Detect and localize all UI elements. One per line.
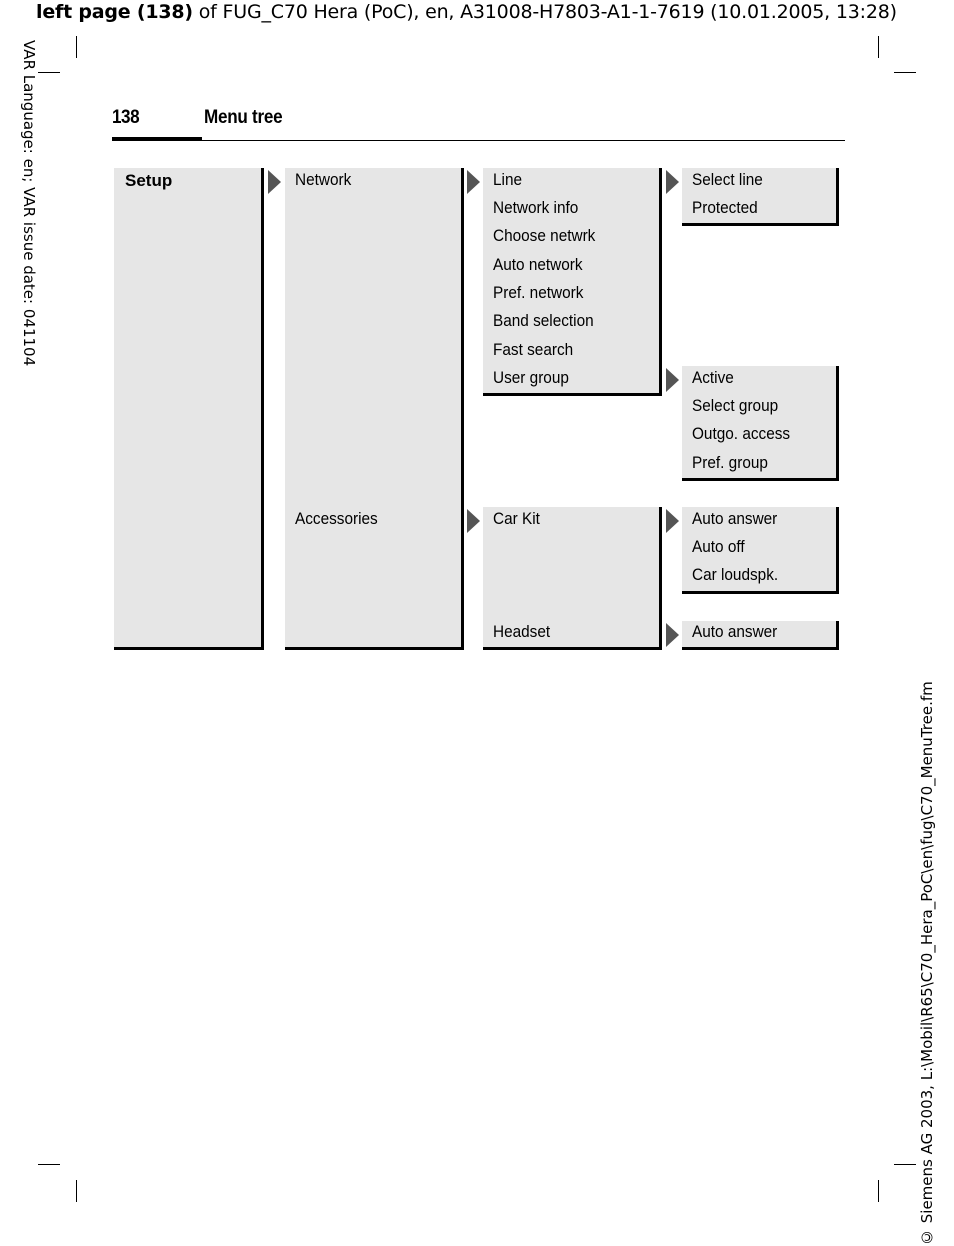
- menu-item-car-kit: Car Kit: [493, 510, 540, 528]
- menu-box-accessories: [483, 507, 662, 650]
- crop-mark: [76, 1180, 77, 1202]
- arrow-right-icon: [666, 170, 679, 194]
- menu-item-accessories: Accessories: [295, 510, 378, 528]
- arrow-right-icon: [666, 623, 679, 647]
- menu-item-pref-network: Pref. network: [493, 284, 584, 302]
- menu-box-setup: [114, 168, 264, 650]
- menu-item-select-group: Select group: [692, 397, 779, 415]
- menu-item-pref-group: Pref. group: [692, 454, 768, 472]
- header-rule: [112, 140, 845, 141]
- menu-item-user-group: User group: [493, 369, 569, 387]
- print-header-rest: of FUG_C70 Hera (PoC), en, A31008-H7803-A1-1-7619 (10.01.2005, 13:28): [192, 1, 897, 23]
- menu-item-select-line: Select line: [692, 171, 763, 189]
- menu-item-auto-answer: Auto answer: [692, 623, 778, 641]
- menu-box-car-kit: [682, 507, 839, 594]
- header-rule-accent: [112, 137, 202, 141]
- side-note-right: © Siemens AG 2003, L:\Mobil\R65\C70_Hera_PoC\en\fug\C70_MenuTree.fm: [918, 681, 936, 1246]
- menu-item-network-info: Network info: [493, 199, 579, 217]
- menu-box-setup-children: [285, 168, 464, 650]
- crop-mark: [878, 36, 879, 58]
- menu-item-auto-network: Auto network: [493, 256, 583, 274]
- crop-mark: [38, 1164, 60, 1165]
- arrow-right-icon: [268, 170, 281, 194]
- arrow-right-icon: [666, 509, 679, 533]
- crop-mark: [76, 36, 77, 58]
- crop-mark: [894, 1164, 916, 1165]
- crop-mark: [894, 72, 916, 73]
- crop-mark: [38, 72, 60, 73]
- menu-item-protected: Protected: [692, 199, 758, 217]
- print-header: [36, 1, 897, 23]
- menu-item-choose-netwrk: Choose netwrk: [493, 227, 596, 245]
- menu-item-fast-search: Fast search: [493, 341, 574, 359]
- menu-item-active: Active: [692, 369, 734, 387]
- menu-box-user-group: [682, 366, 839, 481]
- side-note-left: VAR Language: en; VAR issue date: 041104: [20, 40, 38, 367]
- menu-item-auto-answer: Auto answer: [692, 510, 778, 528]
- menu-box-headset: [682, 621, 839, 650]
- arrow-right-icon: [666, 368, 679, 392]
- menu-item-line: Line: [493, 171, 523, 189]
- menu-item-headset: Headset: [493, 623, 551, 641]
- arrow-right-icon: [467, 170, 480, 194]
- arrow-right-icon: [467, 509, 480, 533]
- menu-item-network: Network: [295, 171, 352, 189]
- menu-item-band-selection: Band selection: [493, 312, 594, 330]
- menu-item-car-loudspk: Car loudspk.: [692, 566, 779, 584]
- print-header-bold: left page (138): [36, 1, 193, 23]
- page-number: 138: [112, 107, 140, 128]
- menu-item-setup: Setup: [125, 171, 173, 190]
- menu-item-outgo-access: Outgo. access: [692, 425, 791, 443]
- page-title: Menu tree: [204, 107, 283, 128]
- menu-box-network: [483, 168, 662, 396]
- menu-box-line: [682, 168, 839, 226]
- crop-mark: [878, 1180, 879, 1202]
- menu-item-auto-off: Auto off: [692, 538, 745, 556]
